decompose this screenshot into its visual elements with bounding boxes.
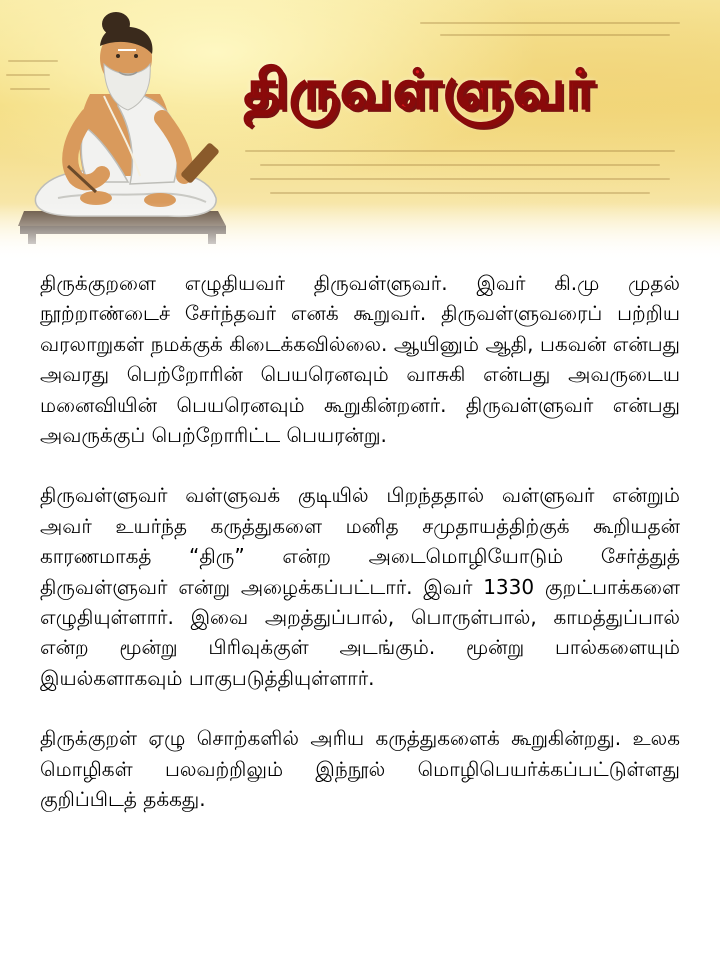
page-title — [244, 46, 704, 136]
article-paragraph-2: திருவள்ளுவர் வள்ளுவக் குடியில் பிறந்ததால் வள்ளுவர் என்றும் அவர் உயர்ந்த கருத்துகளை மனித சமுதாயத்திற்குக் கூறியதன் காரணமாகத் “திரு” என்ற அடைமொழியோடும் சேர்த்துத் திருவள்ளுவர் என்று அழைக்கப்பட்டார். இவர் 1330 குறட்பாக்களை எழுதியுள்ளார். இவை அறத்துப்பால், பொருள்பால், காமத்துப்பால் என்ற மூன்று பிரிவுக்குள் அடங்கும். மூன்று பால்களையும் இயல்களாகவும் பாகுபடுத்தியுள்ளார். — [40, 483, 680, 690]
article-body — [40, 268, 680, 845]
article-paragraph-1: திருக்குறளை எழுதியவர் திருவள்ளுவர். இவர் கி.மு முதல் நூற்றாண்டைச் சேர்ந்தவர் எனக் கூறுவர். திருவள்ளுவரைப் பற்றிய வரலாறுகள் நமக்குக் கிடைக்கவில்லை. ஆயினும் ஆதி, பகவன் என்பது அவரது பெற்றோரின் பெயரெனவும் வாசுகி என்பது அவருடைய மனைவியின் பெயரெனவும் கூறுகின்றனர். திருவள்ளுவர் என்பது அவருக்குப் பெற்றோரிட்ட பெயரன்று. — [40, 271, 680, 448]
banner-fade — [0, 202, 720, 262]
article-paragraph-3: திருக்குறள் ஏழு சொற்களில் அரிய கருத்துகளைக் கூறுகின்றது. உலக மொழிகள் பலவற்றிலும் இந்நூல் மொழிபெயர்க்கப்பட்டுள்ளது குறிப்பிடத் தக்கது. — [40, 726, 680, 812]
page-title-text: திருவள்ளுவர் — [244, 58, 596, 121]
header-banner — [0, 0, 720, 262]
